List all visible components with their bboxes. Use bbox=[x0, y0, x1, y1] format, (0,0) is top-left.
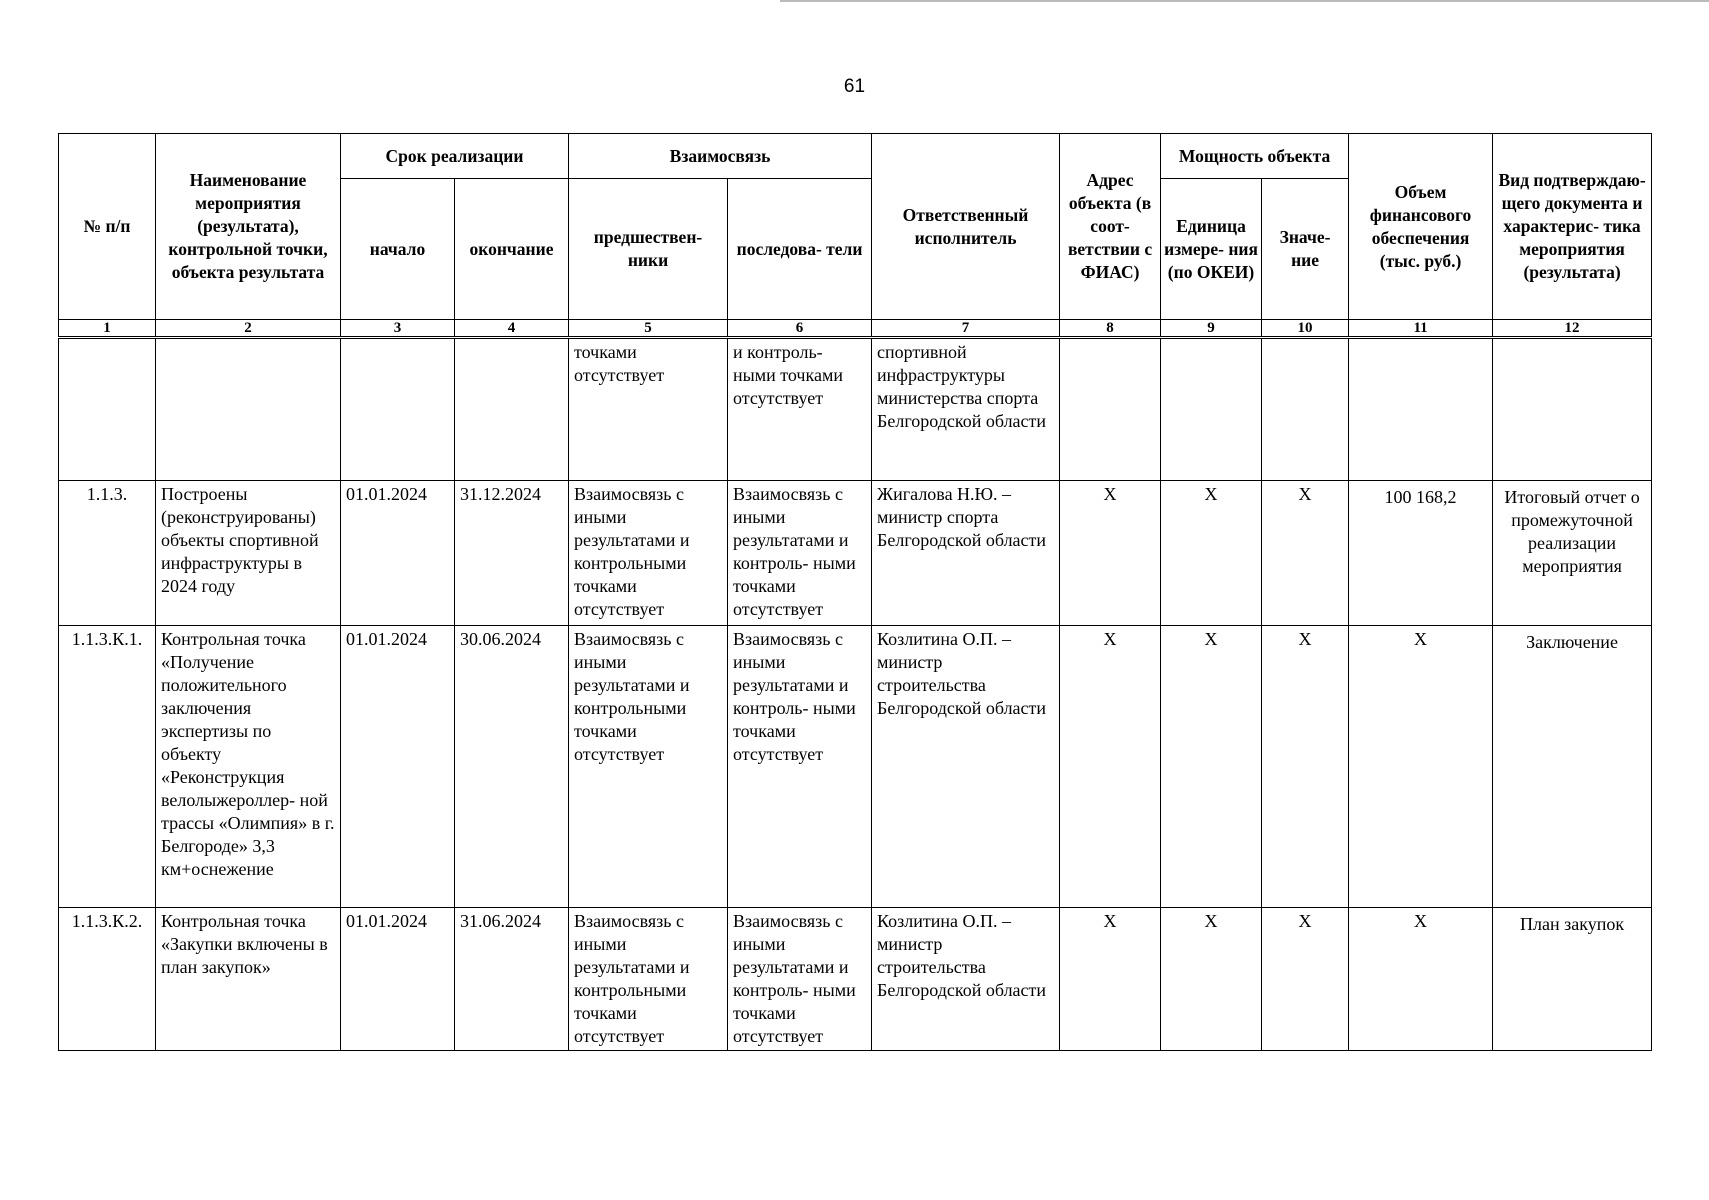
cell-responsible: Козлитина О.П. – министр строительства Белгородской области bbox=[872, 908, 1060, 1051]
header-power-group: Мощность объекта bbox=[1161, 134, 1349, 179]
column-number: 9 bbox=[1161, 320, 1262, 338]
cell-document: Итоговый отчет о промежуточной реализации мероприятия bbox=[1493, 481, 1652, 626]
cell-financing bbox=[1349, 338, 1493, 481]
cell-predecessors: Взаимосвязь с иными результатами и контрольными точками отсутствует bbox=[569, 481, 728, 626]
cell-responsible: Жигалова Н.Ю. – министр спорта Белгородской области bbox=[872, 481, 1060, 626]
header-num: № п/п bbox=[59, 134, 156, 320]
cell-num bbox=[59, 338, 156, 481]
column-number-row bbox=[59, 320, 1652, 338]
cell-successors: Взаимосвязь с иными результатами и контроль- ными точками отсутствует bbox=[728, 626, 872, 908]
cell-financing: 100 168,2 bbox=[1349, 481, 1493, 626]
cell-end: 31.06.2024 bbox=[455, 908, 569, 1051]
cell-unit bbox=[1161, 338, 1262, 481]
cell-successors: и контроль- ными точками отсутствует bbox=[728, 338, 872, 481]
cell-document: План закупок bbox=[1493, 908, 1652, 1051]
column-number: 5 bbox=[569, 320, 728, 338]
header-responsible: Ответственный исполнитель bbox=[872, 134, 1060, 320]
cell-financing: X bbox=[1349, 626, 1493, 908]
cell-unit: X bbox=[1161, 626, 1262, 908]
column-number: 4 bbox=[455, 320, 569, 338]
cell-num: 1.1.3.К.1. bbox=[59, 626, 156, 908]
column-number: 6 bbox=[728, 320, 872, 338]
column-number: 10 bbox=[1262, 320, 1349, 338]
cell-value bbox=[1262, 338, 1349, 481]
header-value: Значе- ние bbox=[1262, 179, 1349, 320]
cell-responsible: Козлитина О.П. – министр строительства Белгородской области bbox=[872, 626, 1060, 908]
cell-start bbox=[341, 338, 455, 481]
header-address: Адрес объекта (в соот- ветствии с ФИАС) bbox=[1060, 134, 1161, 320]
cell-unit: X bbox=[1161, 908, 1262, 1051]
header-document: Вид подтверждаю- щего документа и характерис- тика мероприятия (результата) bbox=[1493, 134, 1652, 320]
cell-document bbox=[1493, 338, 1652, 481]
table-row bbox=[59, 338, 1652, 481]
cell-name: Контрольная точка «Получение положительного заключения экспертизы по объекту «Реконструкция велолыжероллер- ной трассы «Олимпия» в г. Белгороде» 3,3 км+оснежение bbox=[156, 626, 341, 908]
cell-document: Заключение bbox=[1493, 626, 1652, 908]
header-successors: последова- тели bbox=[728, 179, 872, 320]
cell-start: 01.01.2024 bbox=[341, 908, 455, 1051]
column-number: 1 bbox=[59, 320, 156, 338]
cell-value: X bbox=[1262, 481, 1349, 626]
cell-predecessors: Взаимосвязь с иными результатами и контрольными точками отсутствует bbox=[569, 908, 728, 1051]
header-end: окончание bbox=[455, 179, 569, 320]
cell-value: X bbox=[1262, 908, 1349, 1051]
cell-name: Контрольная точка «Закупки включены в план закупок» bbox=[156, 908, 341, 1051]
cell-predecessors: точками отсутствует bbox=[569, 338, 728, 481]
table-row bbox=[59, 626, 1652, 908]
scan-edge-line bbox=[780, 0, 1709, 2]
column-number: 8 bbox=[1060, 320, 1161, 338]
header-row-1 bbox=[59, 134, 1652, 179]
header-name: Наименование мероприятия (результата), контрольной точки, объекта результата bbox=[156, 134, 341, 320]
header-term-group: Срок реализации bbox=[341, 134, 569, 179]
cell-value: X bbox=[1262, 626, 1349, 908]
cell-responsible: спортивной инфраструктуры министерства спорта Белгородской области bbox=[872, 338, 1060, 481]
table-row bbox=[59, 908, 1652, 1051]
header-start: начало bbox=[341, 179, 455, 320]
header-financing: Объем финансового обеспечения (тыс. руб.) bbox=[1349, 134, 1493, 320]
cell-num: 1.1.3.К.2. bbox=[59, 908, 156, 1051]
cell-address bbox=[1060, 338, 1161, 481]
plan-table bbox=[58, 133, 1652, 1051]
table-row bbox=[59, 481, 1652, 626]
cell-address: X bbox=[1060, 481, 1161, 626]
cell-financing: X bbox=[1349, 908, 1493, 1051]
cell-start: 01.01.2024 bbox=[341, 481, 455, 626]
cell-end bbox=[455, 338, 569, 481]
column-number: 3 bbox=[341, 320, 455, 338]
cell-successors: Взаимосвязь с иными результатами и контроль- ными точками отсутствует bbox=[728, 908, 872, 1051]
column-number: 2 bbox=[156, 320, 341, 338]
header-predecessors: предшествен- ники bbox=[569, 179, 728, 320]
cell-address: X bbox=[1060, 626, 1161, 908]
cell-successors: Взаимосвязь с иными результатами и контроль- ными точками отсутствует bbox=[728, 481, 872, 626]
column-number: 7 bbox=[872, 320, 1060, 338]
cell-start: 01.01.2024 bbox=[341, 626, 455, 908]
cell-address: X bbox=[1060, 908, 1161, 1051]
cell-unit: X bbox=[1161, 481, 1262, 626]
cell-name: Построены (реконструированы) объекты спортивной инфраструктуры в 2024 году bbox=[156, 481, 341, 626]
page-number: 61 bbox=[843, 76, 866, 97]
cell-predecessors: Взаимосвязь с иными результатами и контрольными точками отсутствует bbox=[569, 626, 728, 908]
column-number: 11 bbox=[1349, 320, 1493, 338]
header-link-group: Взаимосвязь bbox=[569, 134, 872, 179]
header-unit: Единица измере- ния (по ОКЕИ) bbox=[1161, 179, 1262, 320]
cell-name bbox=[156, 338, 341, 481]
cell-end: 31.12.2024 bbox=[455, 481, 569, 626]
cell-num: 1.1.3. bbox=[59, 481, 156, 626]
cell-end: 30.06.2024 bbox=[455, 626, 569, 908]
column-number: 12 bbox=[1493, 320, 1652, 338]
